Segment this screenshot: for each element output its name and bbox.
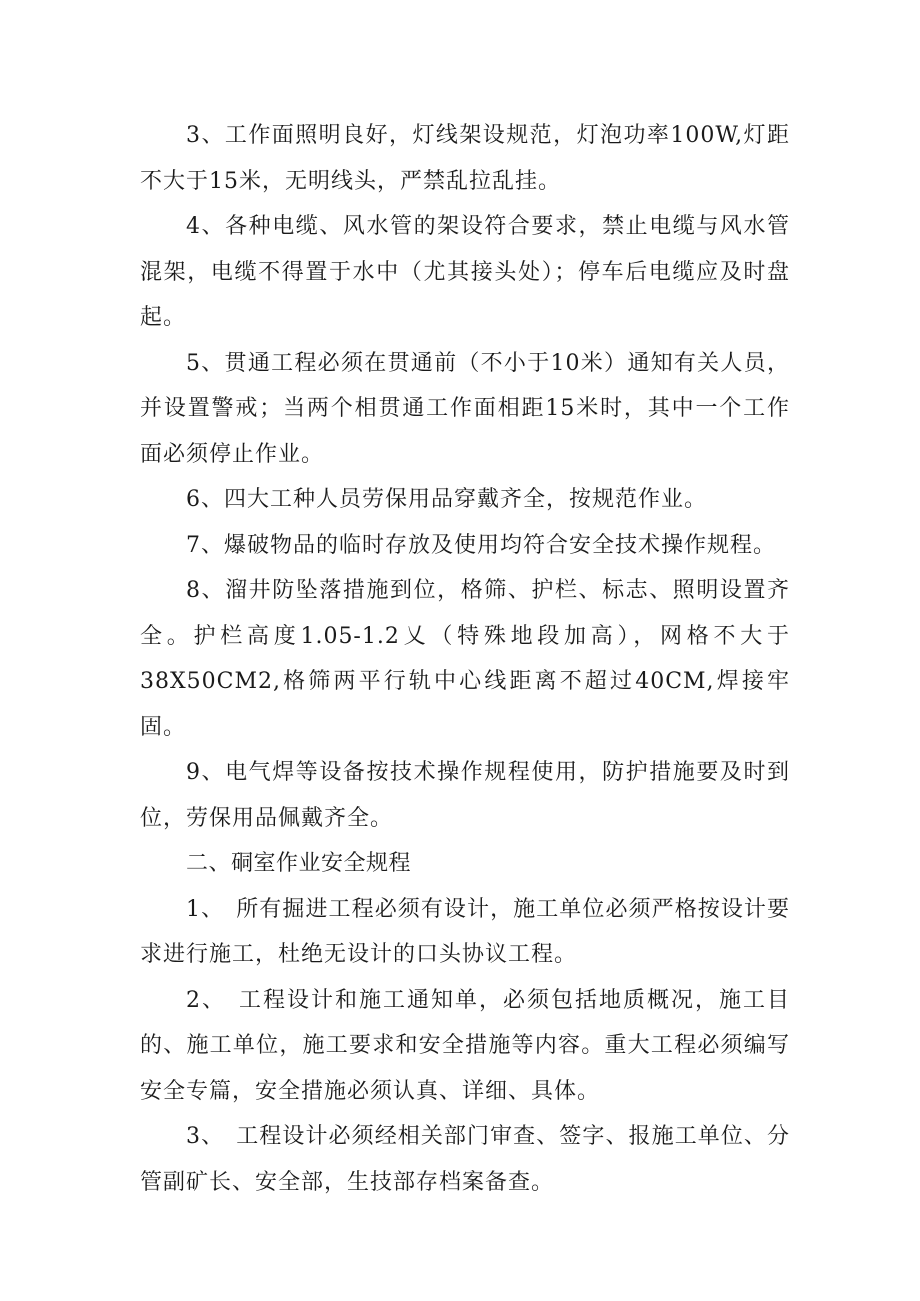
- section-paragraph-2: 2、 工程设计和施工通知单，必须包括地质概况，施工目的、施工单位，施工要求和安全措施等内容。重大工程必须编写安全专篇，安全措施必须认真、详细、具体。: [140, 987, 790, 1104]
- paragraph-item-9: 9、电气焊等设备按技术操作规程使用，防护措施要及时到位，劳保用品佩戴齐全。: [140, 760, 790, 831]
- paragraph-item-5: 5、贯通工程必须在贯通前（不小于10米）通知有关人员，并设置警戒；当两个相贯通工作面相距15米时，其中一个工作面必须停止作业。: [140, 350, 790, 467]
- paragraph-item-8: 8、溜井防坠落措施到位，格筛、护栏、标志、照明设置齐全。护栏高度1.05-1.2乂（特殊地段加高），网格不大于38X50CM2,格筛两平行轨中心线距离不超过40CM,焊接牢固。: [140, 578, 790, 740]
- paragraph-item-3: 3、工作面照明良好，灯线架设规范，灯泡功率100W,灯距不大于15米，无明线头，严禁乱拉乱挂。: [140, 123, 790, 194]
- section-heading: 二、硐室作业安全规程: [186, 851, 412, 876]
- section-paragraph-1: 1、 所有掘进工程必须有设计，施工单位必须严格按设计要求进行施工，杜绝无设计的口头协议工程。: [140, 896, 790, 967]
- paragraph-item-7: 7、爆破物品的临时存放及使用均符合安全技术操作规程。: [186, 532, 776, 558]
- document-body: [140, 113, 790, 1205]
- section-paragraph-3: 3、 工程设计必须经相关部门审查、签字、报施工单位、分管副矿长、安全部，生技部存档案备查。: [140, 1124, 790, 1195]
- paragraph-item-6: 6、四大工种人员劳保用品穿戴齐全，按规范作业。: [186, 487, 707, 512]
- paragraph-item-4: 4、各种电缆、风水管的架设符合要求，禁止电缆与风水管混架，电缆不得置于水中（尤其接头处）；停车后电缆应及时盘起。: [140, 214, 790, 330]
